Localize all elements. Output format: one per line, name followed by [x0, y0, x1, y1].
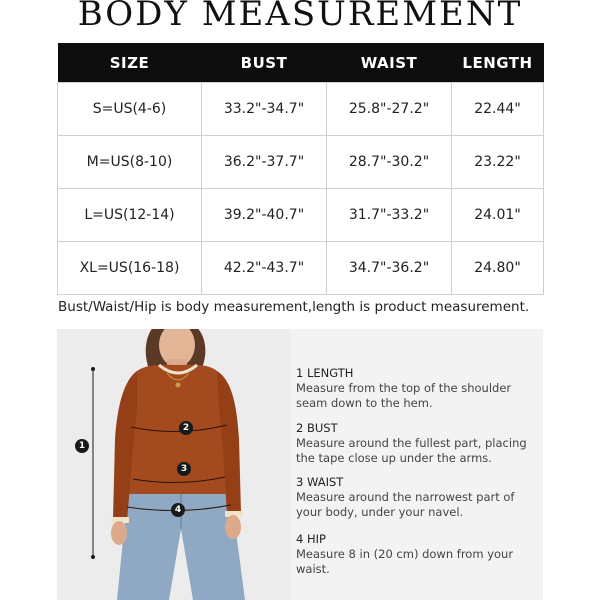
marker-1: 1 — [75, 439, 89, 453]
page-title: BODY MEASUREMENT — [77, 0, 523, 34]
size-chart-table — [57, 43, 544, 295]
table-header-row — [58, 43, 544, 83]
section-description: Measure around the fullest part, placing the tape close up under the arms. — [296, 436, 527, 465]
section-heading: 3 WAIST — [296, 475, 344, 489]
model-illustration — [57, 329, 290, 600]
section-description: Measure around the narrowest part of your body, under your navel. — [296, 490, 515, 519]
section-heading: 2 BUST — [296, 421, 338, 435]
marker-4: 4 — [171, 503, 185, 517]
length-section — [296, 366, 541, 411]
length-cell: 22.44" — [452, 83, 544, 136]
model-photo — [57, 329, 290, 600]
bust-section — [296, 421, 541, 466]
table-row — [58, 136, 544, 189]
marker-2: 2 — [179, 421, 193, 435]
measurement-note: Bust/Waist/Hip is body measurement,length is product measurement. — [58, 299, 530, 315]
section-description: Measure 8 in (20 cm) down from your waist. — [296, 547, 514, 576]
waist-cell: 28.7"-30.2" — [327, 136, 452, 189]
section-description: Measure from the top of the shoulder seam down to the hem. — [296, 381, 512, 410]
waist-cell: 25.8"-27.2" — [327, 83, 452, 136]
hip-section — [296, 532, 541, 577]
size-cell: L=US(12-14) — [58, 189, 202, 242]
column-header-size: SIZE — [58, 43, 202, 83]
size-cell: XL=US(16-18) — [58, 242, 202, 295]
column-header-length: LENGTH — [452, 43, 544, 83]
size-cell: S=US(4-6) — [58, 83, 202, 136]
table-row — [58, 189, 544, 242]
waist-section — [296, 475, 541, 520]
bust-cell: 36.2"-37.7" — [202, 136, 327, 189]
length-cell: 24.01" — [452, 189, 544, 242]
section-heading: 1 LENGTH — [296, 366, 354, 380]
bust-cell: 39.2"-40.7" — [202, 189, 327, 242]
bust-cell: 33.2"-34.7" — [202, 83, 327, 136]
column-header-bust: BUST — [202, 43, 327, 83]
waist-cell: 31.7"-33.2" — [327, 189, 452, 242]
table-row — [58, 242, 544, 295]
length-cell: 23.22" — [452, 136, 544, 189]
size-cell: M=US(8-10) — [58, 136, 202, 189]
marker-3: 3 — [177, 462, 191, 476]
section-heading: 4 HIP — [296, 532, 326, 546]
column-header-waist: WAIST — [327, 43, 452, 83]
waist-cell: 34.7"-36.2" — [327, 242, 452, 295]
bust-cell: 42.2"-43.7" — [202, 242, 327, 295]
table-row — [58, 83, 544, 136]
measurement-guide — [290, 329, 543, 600]
length-cell: 24.80" — [452, 242, 544, 295]
